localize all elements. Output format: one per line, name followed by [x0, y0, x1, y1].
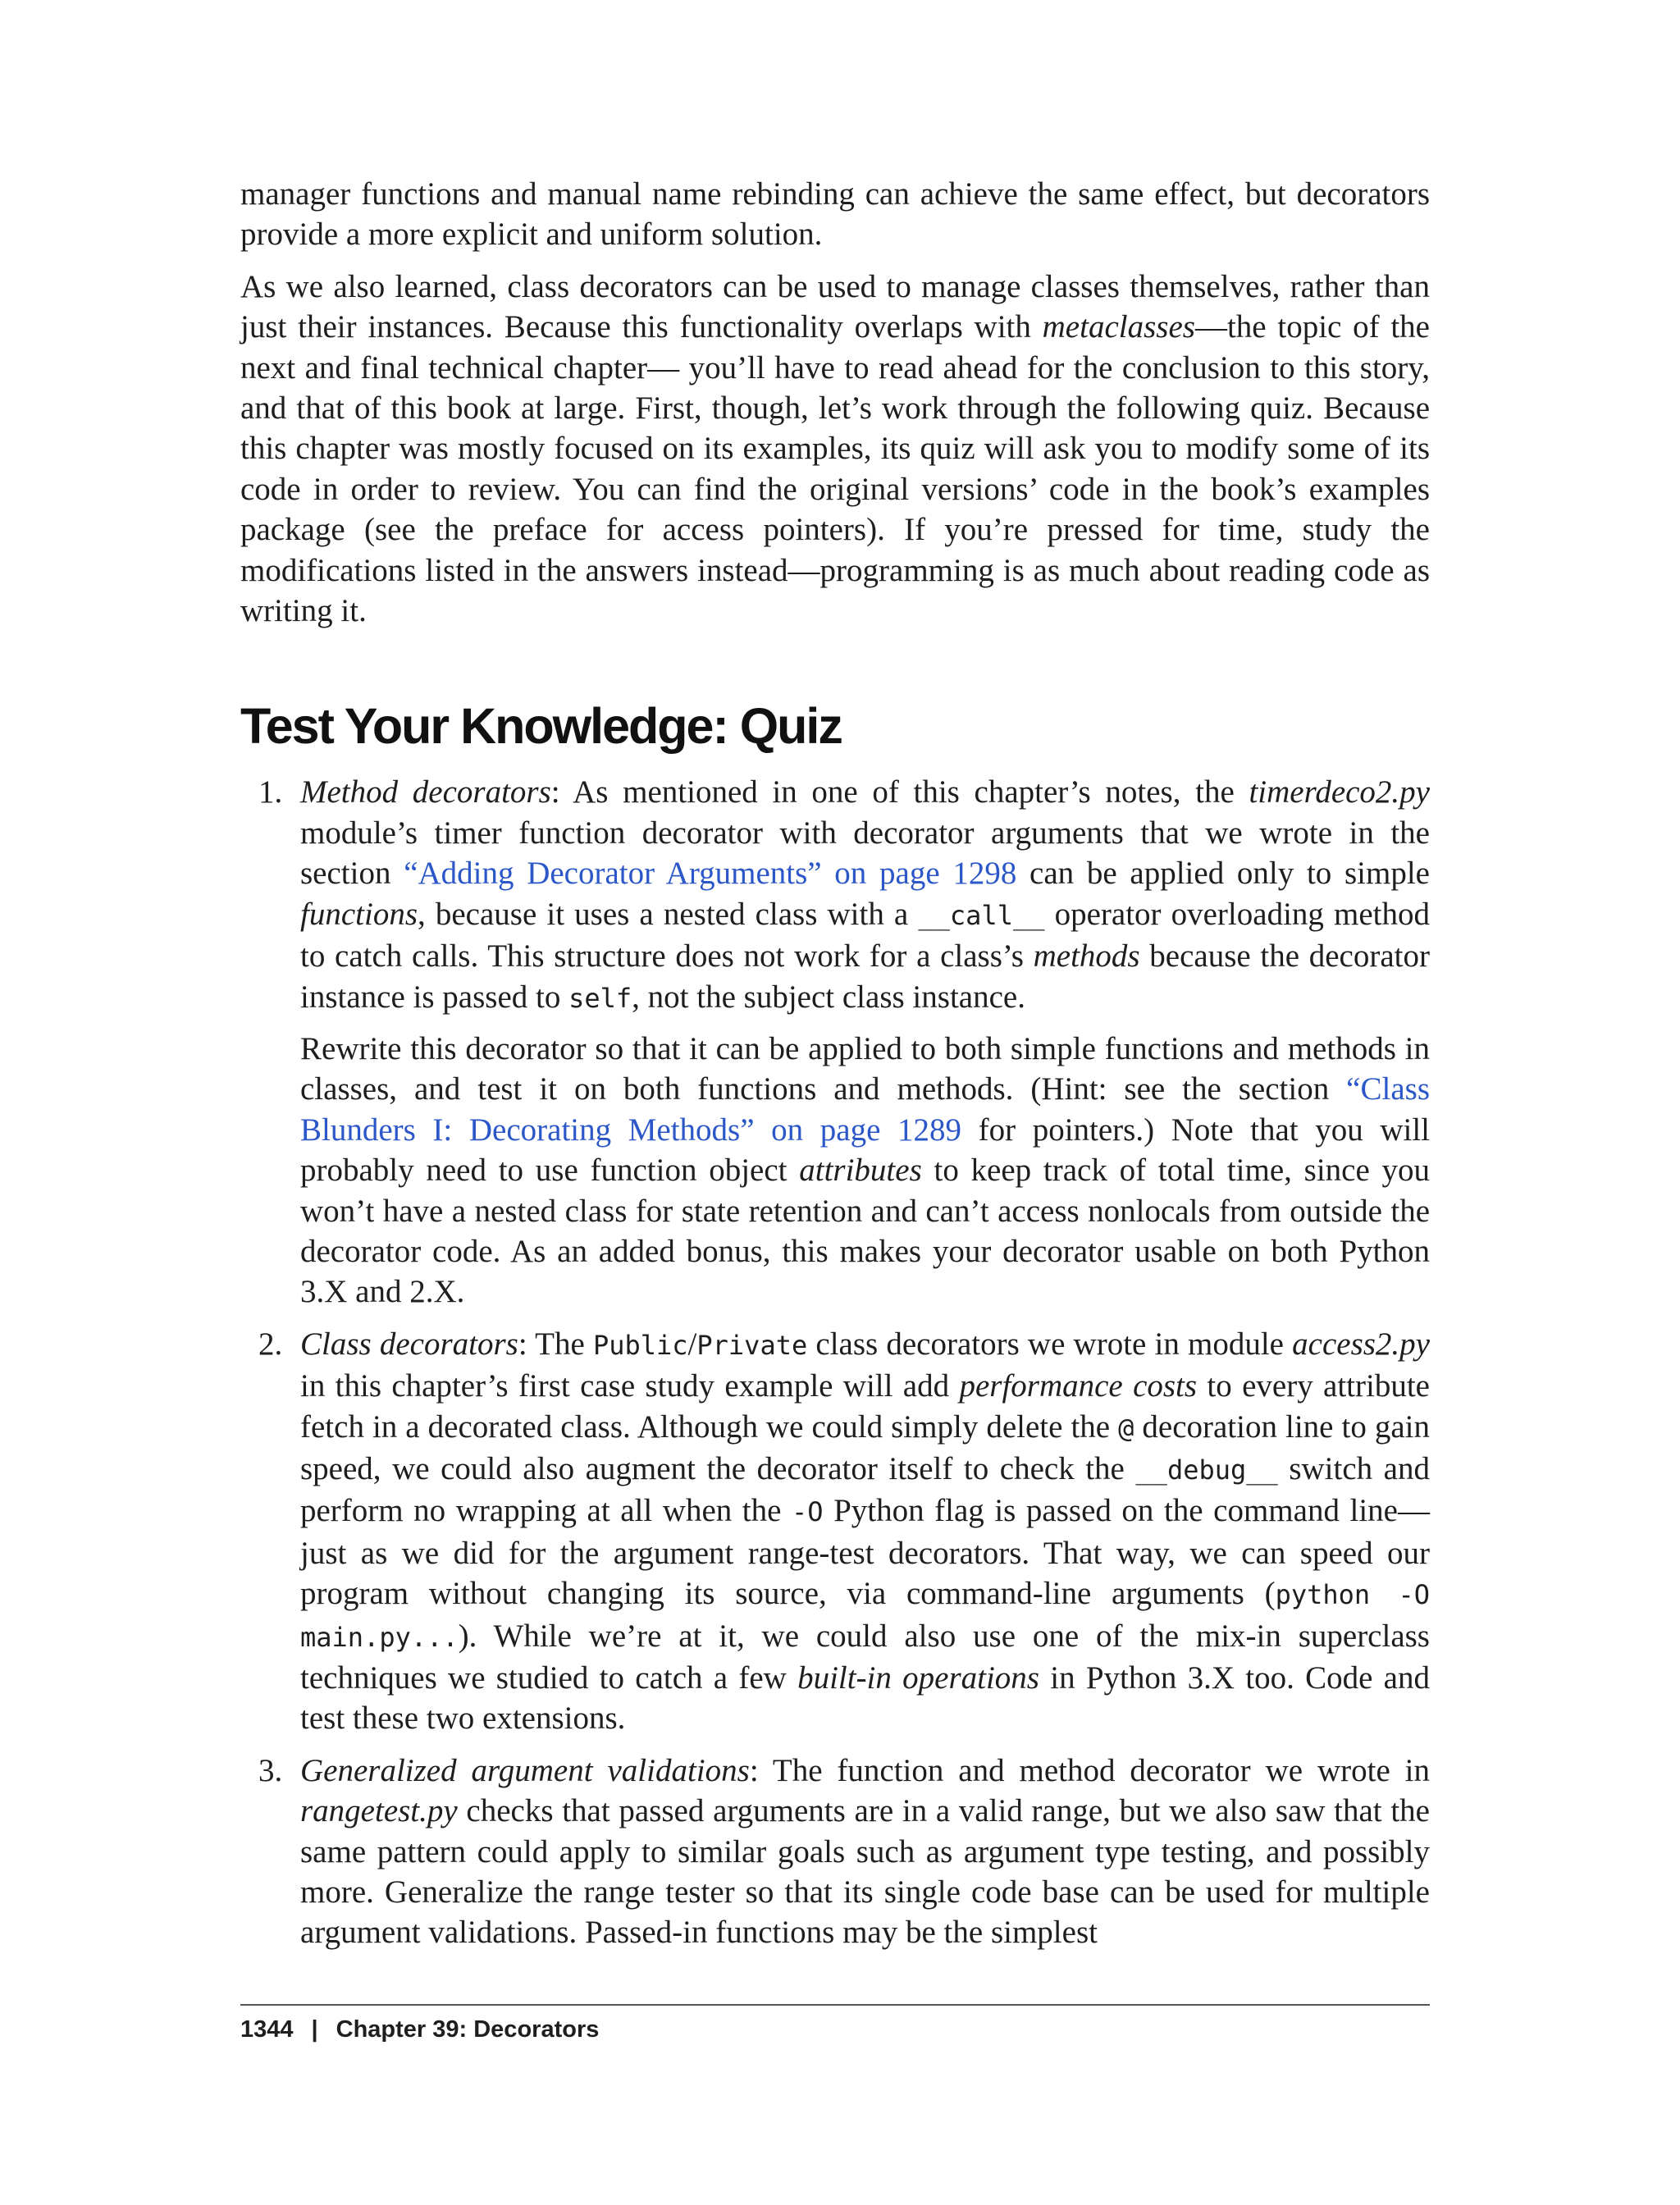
quiz-list	[240, 772, 1430, 1952]
quiz-item-number: 3.	[258, 1752, 283, 1788]
xref-link-class-blunders[interactable]: “Class Blunders I: Decorating Methods” on page 1289	[300, 1071, 1430, 1148]
metaclasses-term: metaclasses	[1042, 309, 1195, 345]
section-heading: Test Your Knowledge: Quiz	[240, 698, 842, 755]
xref-link-adding-decorator-arguments[interactable]: “Adding Decorator Arguments” on page 1298	[404, 856, 1017, 892]
quiz-item-3: 3. Generalized argument validations: The function and method decorator we wrote in rangetest.py checks that passed arguments are in a valid range, but we also saw that the same pattern could apply to similar goals such as argument type testing, and possibly more. Generalize the range tester so that its single code base can be used for multiple argument validations. Passed-in functions may be the simplest	[240, 1751, 1430, 1953]
page-number: 1344	[240, 2016, 294, 2043]
intro-paragraph-1: manager functions and manual name rebinding can achieve the same effect, but decorators provide a more explicit and uniform solution.	[240, 176, 1430, 253]
quiz-item-number: 2.	[258, 1326, 283, 1362]
quiz-item-number: 1.	[258, 774, 283, 810]
footer-rule	[240, 2004, 1430, 2006]
quiz-item-1: 1. Method decorators: As mentioned in one of this chapter’s notes, the timerdeco2.py module’s timer function decorator with decorator arguments that we wrote in the section “Adding Decorator Arguments” on page 1298 can be applied only to simple functions, because it uses a nested class with a __call__ operator overloading method to catch calls. This structure does not work for a class’s methods because the decorator instance is passed to self, not the subject class instance. Rewrite this decorator so that it can be applied to both simple functions and methods in classes, and test it on both functions and methods. (Hint: see the section “Class Blunders I: Decorating Methods” on page 1289 for pointers.) Note that you will probably need to use function object attributes to keep track of total time, since you won’t have a nested class for state retention and can’t access nonlocals from outside the decorator code. As an added bonus, this makes your decorator usable on both Python 3.X and 2.X.	[240, 772, 1430, 1312]
page-body	[240, 174, 1430, 1965]
chapter-title: Chapter 39: Decorators	[336, 2016, 600, 2043]
quiz-item-2: 2. Class decorators: The Public/Private class decorators we wrote in module access2.py in this chapter’s first case study example will add performance costs to every attribute fetch in a decorated class. Although we could simply delete the @ decoration line to gain speed, we could also augment the decorator itself to check the __debug__ switch and perform no wrapping at all when the -O Python flag is passed on the command line—just as we did for the argument range-test decorators. That way, we can speed our program without changing its source, via command-line arguments (python -O main.py...). While we’re at it, we could also use one of the mix-in superclass techniques we studied to catch a few built-in operations in Python 3.X too. Code and test these two extensions.	[240, 1324, 1430, 1739]
intro-paragraph-2: As we also learned, class decorators can be used to manage classes themselves, rather than just their instances. Because this functionality overlaps with metaclasses—the topic of the next and final technical chapter— you’ll have to read ahead for the conclusion to this story, and that of this book at large. First, though, let’s work through the following quiz. Because this chapter was mostly focused on its examples, its quiz will ask you to modify some of its code in order to review. You can find the original versions’ code in the book’s examples package (see the preface for access pointers). If you’re pressed for time, study the modifications listed in the answers instead—programming is as much about reading code as writing it.	[240, 268, 1430, 629]
page-footer	[240, 2016, 599, 2043]
footer-separator: |	[311, 2016, 318, 2043]
